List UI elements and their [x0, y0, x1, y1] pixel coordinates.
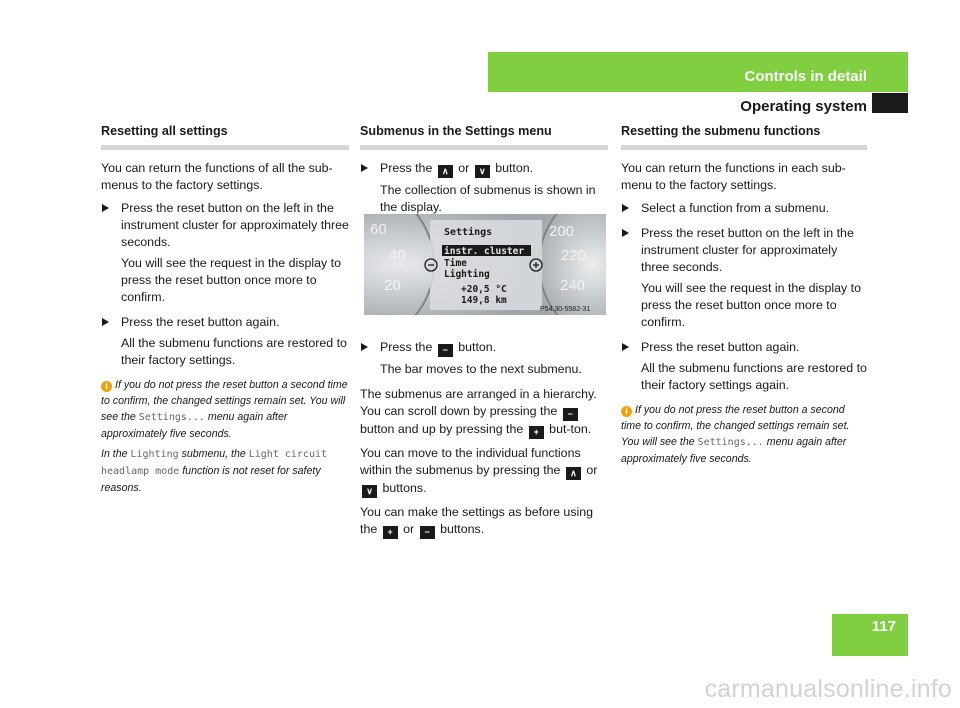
- bullet-subtext: The collection of submenus is shown in the display.: [380, 183, 596, 214]
- bullet-item: [360, 160, 608, 178]
- bullet-subtext: You will see the request in the display to press the reset button once more to confirm.: [641, 281, 861, 329]
- bullet-text: Press the reset button on the left in the instrument cluster for approximately three seconds.: [641, 226, 854, 274]
- down-key-icon: ∨: [362, 485, 377, 498]
- note-text: menu again after approximately five seconds.: [101, 411, 288, 440]
- arrow-bullet-icon: [102, 318, 109, 326]
- paragraph-text: but-ton.: [549, 422, 592, 436]
- bullet-item: [360, 339, 608, 357]
- note-text: In the: [101, 448, 128, 460]
- note-text: If you do not press the reset button a second time to confirm, the changed settings remain set. You will see the: [101, 379, 348, 423]
- dial-label: 220: [561, 247, 587, 264]
- minus-key-icon: −: [438, 344, 453, 357]
- page-number-box: [832, 614, 908, 656]
- heading-resetting-submenu: Resetting the submenu functions: [621, 124, 821, 138]
- bullet-item: [621, 339, 867, 356]
- bullet-item: [101, 200, 349, 251]
- bullet-subtext: All the submenu functions are restored to their factory settings.: [121, 336, 347, 367]
- paragraph-text: You can make the settings as before using the: [360, 505, 594, 536]
- info-note: [101, 377, 349, 442]
- up-key-icon: ∧: [438, 165, 453, 178]
- bullet-subtext: The bar moves to the next submenu.: [380, 362, 582, 376]
- arrow-bullet-icon: [622, 204, 629, 212]
- paragraph: [360, 386, 608, 439]
- paragraph: [360, 504, 608, 539]
- heading-rule: [360, 145, 608, 150]
- paragraph: You can return the functions of all the sub-menus to the factory settings.: [101, 161, 333, 192]
- paragraph-text: button and up by pressing the: [360, 422, 524, 436]
- paragraph-text: or: [403, 522, 415, 536]
- bullet-text: Press the reset button on the left in the instrument cluster for approximately three seconds.: [121, 201, 349, 249]
- heading-rule: [621, 145, 867, 150]
- arrow-bullet-icon: [622, 343, 629, 351]
- display-item: Time: [444, 258, 467, 269]
- bullet-text: Press the: [380, 161, 433, 175]
- chapter-title: Controls in detail: [744, 68, 867, 85]
- page-number: 117: [871, 618, 896, 635]
- instrument-cluster-graphic: [364, 214, 606, 315]
- down-key-icon: ∨: [475, 165, 490, 178]
- bullet-text: button.: [495, 161, 534, 175]
- info-note: [621, 402, 867, 467]
- display-distance: 149,8 km: [461, 295, 507, 306]
- arrow-bullet-icon: [361, 343, 368, 351]
- display-temperature: +20,5 °C: [461, 284, 507, 295]
- note-text: function is not reset for safety reasons.: [101, 465, 321, 494]
- display-item: Lighting: [444, 269, 490, 280]
- dial-label: 60: [370, 221, 387, 238]
- dial-label: 240: [560, 277, 586, 294]
- bullet-item: [621, 200, 867, 217]
- arrow-bullet-icon: [361, 164, 368, 172]
- bullet-text: Press the reset button again.: [121, 315, 280, 329]
- display-text-code: Lighting: [130, 449, 179, 460]
- paragraph: [360, 445, 608, 498]
- note-text: If you do not press the reset button a second time to confirm, the changed settings remain set. You will see the: [621, 404, 850, 448]
- minus-key-icon: −: [420, 526, 435, 539]
- image-reference: P54.30-5582-31: [540, 306, 591, 313]
- minus-key-icon: −: [563, 408, 578, 421]
- heading-submenus: Submenus in the Settings menu: [360, 124, 552, 138]
- info-note-2: [101, 446, 349, 496]
- display-text-code: Settings...: [697, 437, 764, 448]
- dial-label: 200: [549, 223, 575, 240]
- note-text: submenu, the: [181, 448, 246, 460]
- paragraph-text: buttons.: [440, 522, 485, 536]
- arrow-bullet-icon: [622, 229, 629, 237]
- bullet-text: Press the: [380, 340, 433, 354]
- display-text-code: Settings...: [138, 412, 205, 423]
- instrument-cluster-image: [364, 214, 606, 315]
- column-1: [101, 123, 349, 496]
- display-selected-item: instr. cluster: [444, 246, 525, 257]
- display-title: Settings: [444, 227, 493, 238]
- arrow-bullet-icon: [102, 204, 109, 212]
- display-text-code: Light circuit headlamp mode: [101, 449, 328, 477]
- heading-resetting-all: Resetting all settings: [101, 124, 228, 138]
- paragraph-text: You can move to the individual functions within the submenus by pressing the: [360, 446, 581, 477]
- up-key-icon: ∧: [566, 467, 581, 480]
- info-icon: i: [621, 406, 632, 417]
- plus-key-icon: +: [529, 426, 544, 439]
- note-text: menu again after approximately five seconds.: [621, 436, 847, 465]
- bullet-text: Select a function from a submenu.: [641, 201, 830, 215]
- bullet-text: or: [458, 161, 470, 175]
- paragraph-text: The submenus are arranged in a hierarchy. You can scroll down by pressing the: [360, 387, 597, 418]
- paragraph: You can return the functions in each sub-menu to the factory settings.: [621, 161, 846, 192]
- paragraph-text: buttons.: [382, 481, 427, 495]
- section-title: Operating system: [740, 98, 867, 115]
- section-marker: [872, 93, 908, 113]
- bullet-subtext: All the submenu functions are restored to their factory settings again.: [641, 361, 867, 392]
- column-3: [621, 123, 867, 467]
- heading-rule: [101, 145, 349, 150]
- dial-label: 40: [389, 247, 406, 264]
- info-icon: i: [101, 381, 112, 392]
- bullet-item: [101, 314, 349, 331]
- paragraph-text: or: [586, 463, 598, 477]
- bullet-item: [621, 225, 867, 276]
- dial-label: 20: [384, 277, 401, 294]
- plus-key-icon: +: [383, 526, 398, 539]
- column-2: [360, 123, 608, 545]
- bullet-text: button.: [458, 340, 497, 354]
- watermark: carmanualsonline.info: [704, 675, 952, 703]
- bullet-text: Press the reset button again.: [641, 340, 800, 354]
- bullet-subtext: You will see the request in the display to press the reset button once more to confirm.: [121, 256, 341, 304]
